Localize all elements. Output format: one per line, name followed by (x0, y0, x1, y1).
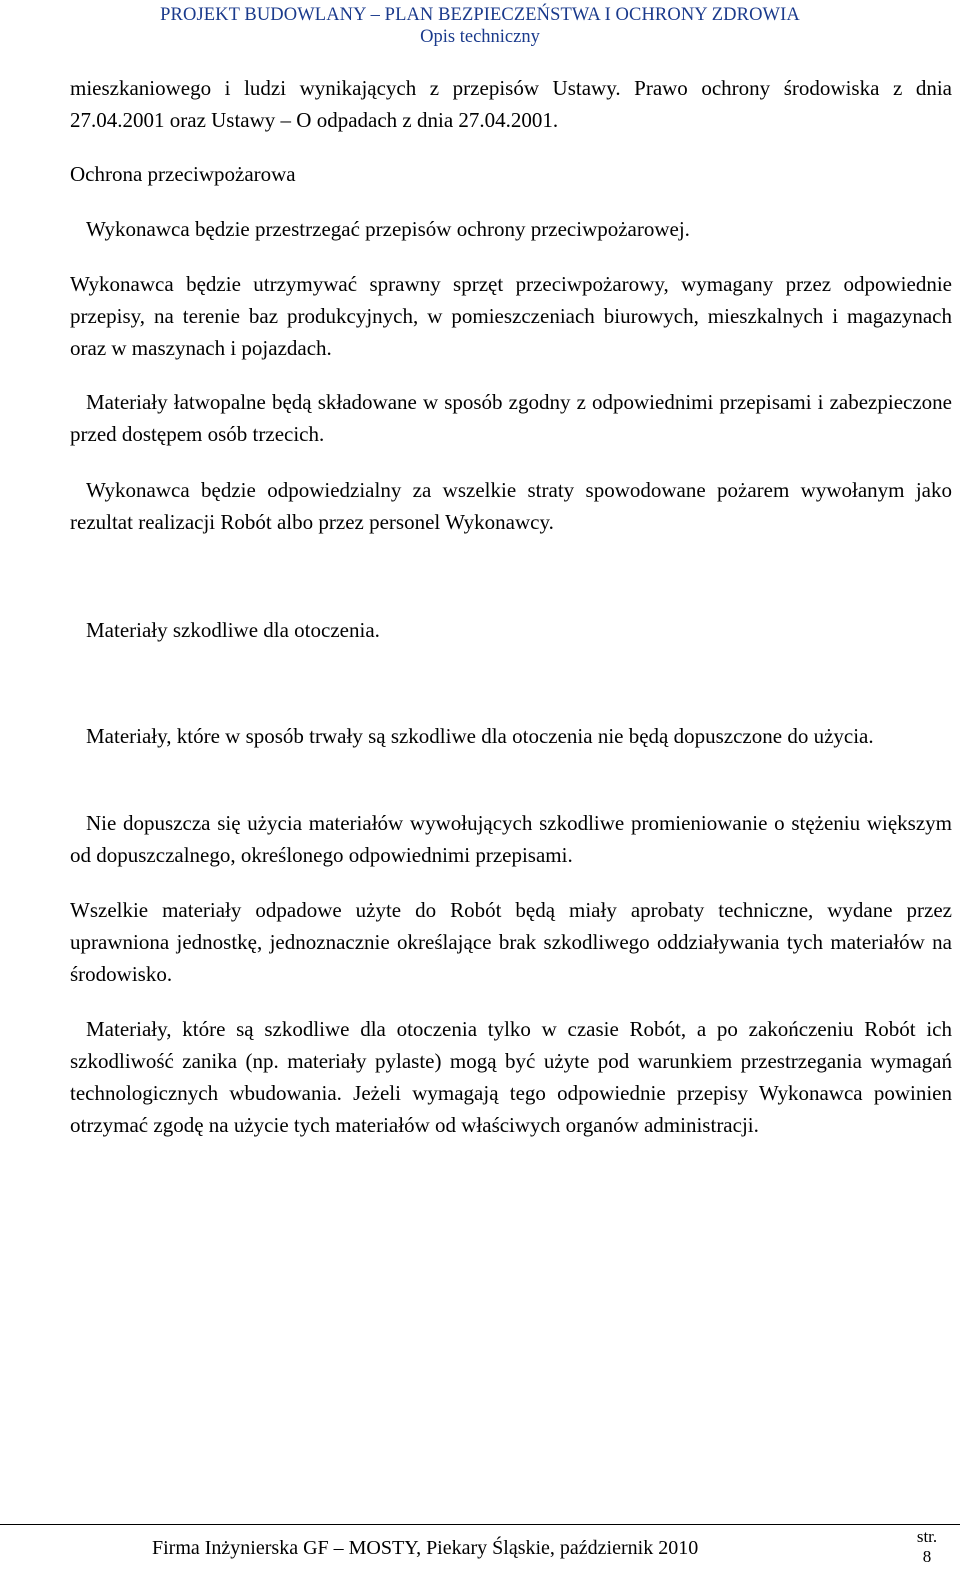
footer-divider (0, 1524, 960, 1525)
section-heading-harmful-materials: Materiały szkodliwe dla otoczenia. (86, 618, 380, 642)
paragraph-fire-regulations: Wykonawca będzie przestrzegać przepisów ochrony przeciwpożarowej. (86, 217, 690, 241)
document-subtitle: Opis techniczny (420, 27, 540, 47)
paragraph-environment-law: mieszkaniowego i ludzi wynikających z przepisów Ustawy. Prawo ochrony środowiska z dnia 27.04.2001 oraz Ustawy – O odpadach z dnia 27.04.2001. (70, 76, 952, 132)
document-title: PROJEKT BUDOWLANY – PLAN BEZPIECZEŃSTWA I OCHRONY ZDROWIA (160, 5, 800, 25)
paragraph-fire-equipment: Wykonawca będzie utrzymywać sprawny sprzęt przeciwpożarowy, wymagany przez odpowiednie przepisy, na terenie baz produkcyjnych, w pomieszczeniach biurowych, mieszkalnych i magazynach oraz w maszynach i pojazdach. (70, 272, 952, 360)
paragraph-waste-approvals: Wszelkie materiały odpadowe użyte do Robót będą miały aprobaty techniczne, wydane przez uprawniona jednostkę, jednoznacznie określające brak szkodliwego oddziaływania tych materiałów na środowisko. (70, 898, 952, 986)
paragraph-temporary-harmful: Materiały, które są szkodliwe dla otoczenia tylko w czasie Robót, a po zakończeniu Robót ich szkodliwość zanika (np. materiały pylaste) mogą być użyte pod warunkiem przestrzegania wymagań technologicznych wbudowania. Jeżeli wymagają tego odpowiednie przepisy Wykonawca powinien otrzymać zgodę na użycie tych materiałów od właściwych organów administracji. (70, 1017, 952, 1137)
page-number-value: 8 (922, 1547, 932, 1566)
section-heading-fire-protection: Ochrona przeciwpożarowa (70, 162, 296, 186)
page-number (912, 1527, 942, 1567)
page-number-label: str. (916, 1527, 938, 1546)
paragraph-radiation: Nie dopuszcza się użycia materiałów wywołujących szkodliwe promieniowanie o stężeniu większym od dopuszczalnego, określonego odpowiednimi przepisami. (70, 811, 952, 867)
paragraph-permanently-harmful: Materiały, które w sposób trwały są szkodliwe dla otoczenia nie będą dopuszczone do użycia. (86, 724, 874, 748)
paragraph-fire-liability: Wykonawca będzie odpowiedzialny za wszelkie straty spowodowane pożarem wywołanym jako rezultat realizacji Robót albo przez personel Wykonawcy. (70, 478, 952, 534)
paragraph-flammable-materials: Materiały łatwopalne będą składowane w sposób zgodny z odpowiednimi przepisami i zabezpieczone przed dostępem osób trzecich. (70, 390, 952, 446)
page-header (0, 4, 960, 48)
footer-company: Firma Inżynierska GF – MOSTY, Piekary Śląskie, październik 2010 (152, 1537, 699, 1559)
